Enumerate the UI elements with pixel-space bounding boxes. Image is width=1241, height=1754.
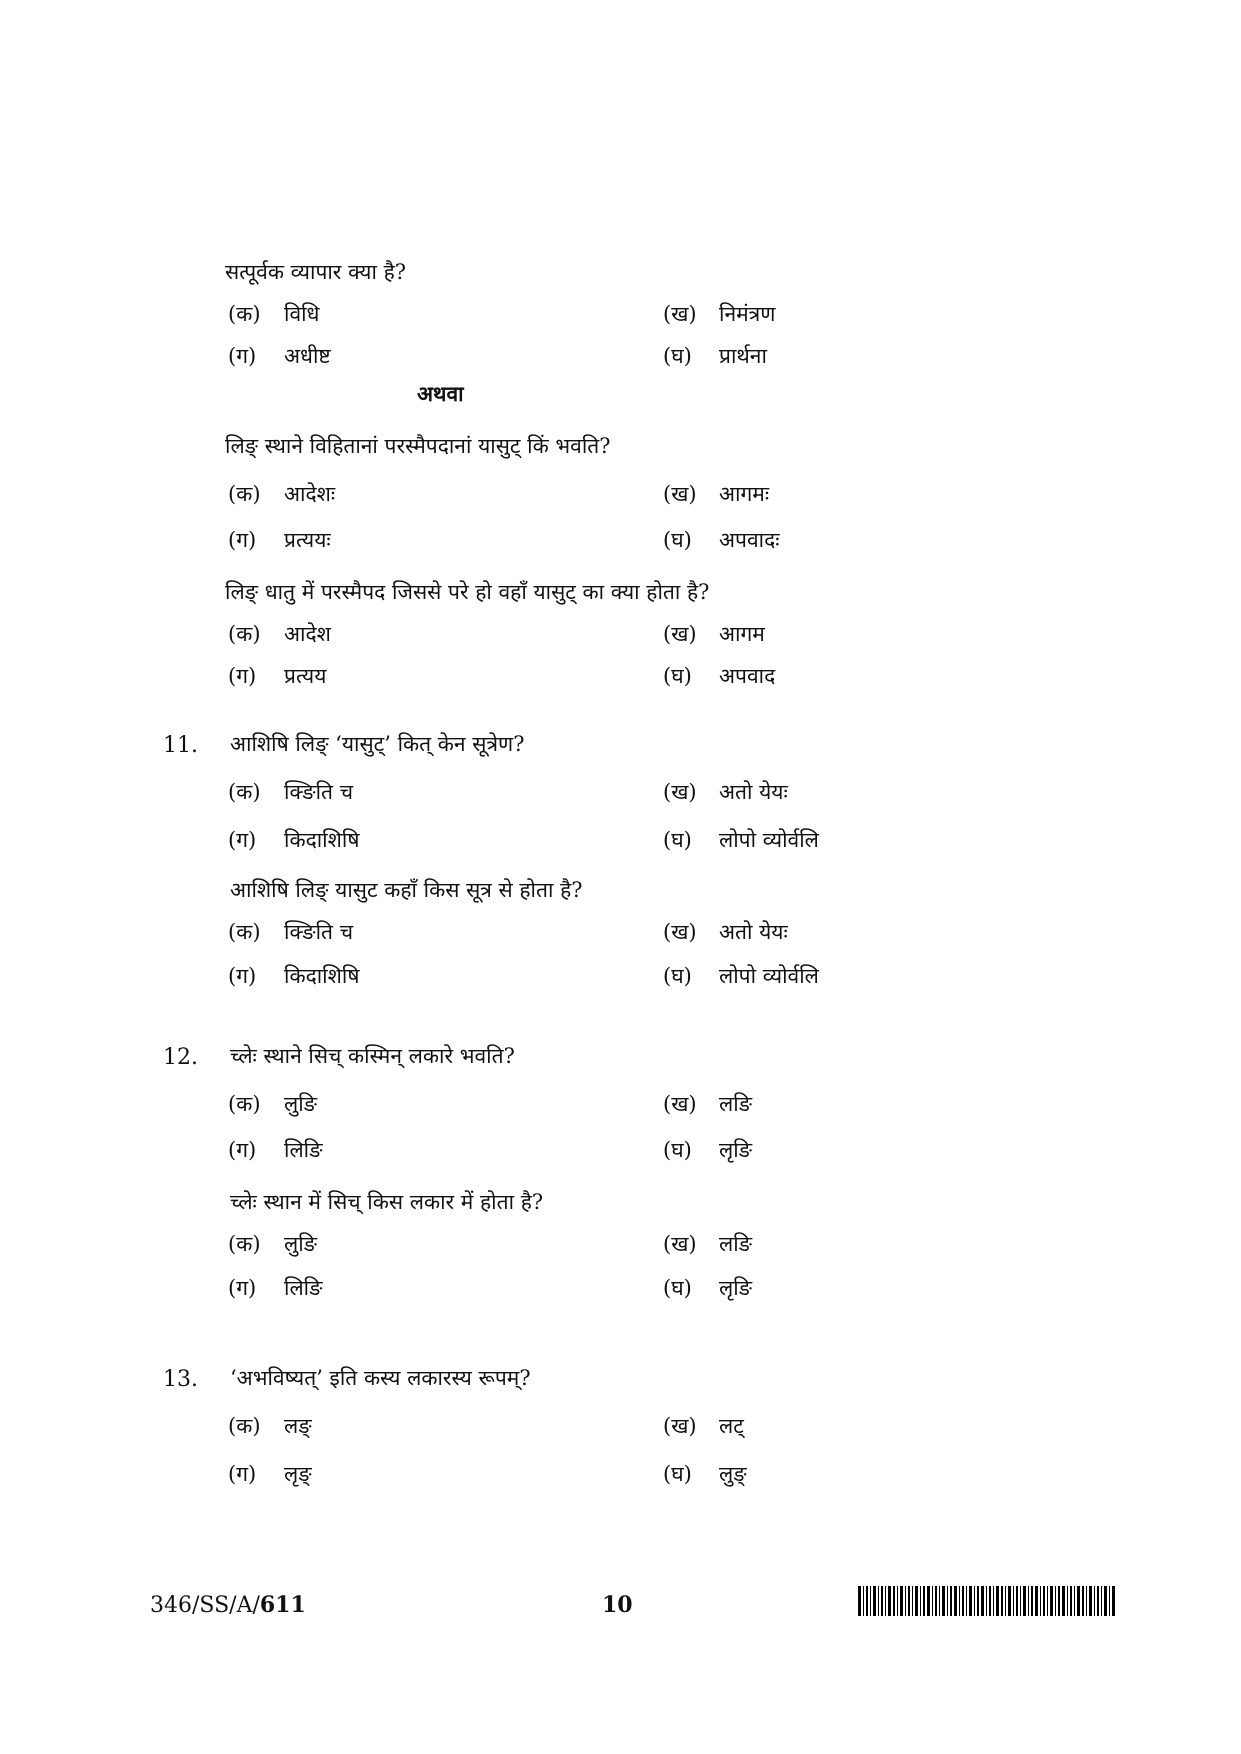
question-number: 11.: [163, 733, 198, 758]
barcode-icon: [858, 1586, 1116, 1616]
option-gha: (घ) लोपो व्योर्वलि: [663, 828, 819, 852]
option-ga: (ग) लृङ्: [228, 1462, 312, 1486]
option-kha: (ख) आगमः: [663, 482, 770, 506]
option-ka: (क) आदेश: [228, 622, 331, 646]
option-ka: (क) क्ङिति च: [228, 920, 354, 944]
question-text: च्लेः स्थाने सिच् कस्मिन् लकारे भवति?: [230, 1044, 515, 1068]
question-text-hindi: च्लेः स्थान में सिच् किस लकार में होता है?: [230, 1190, 544, 1214]
option-ga: (ग) अधीष्ट: [228, 344, 331, 368]
option-gha: (घ) लोपो व्योर्वलि: [663, 964, 819, 988]
option-gha: (घ) लृङि: [663, 1138, 753, 1162]
option-ka: (क) लङ्: [228, 1414, 312, 1438]
question-stem: लिङ् धातु में परस्मैपद जिससे परे हो वहाँ यासुट् का क्या होता है?: [225, 580, 710, 604]
question-stem: लिङ् स्थाने विहितानां परस्मैपदानां यासुट् किं भवति?: [225, 434, 611, 458]
question-text: ‘अभविष्यत्’ इति कस्य लकारस्य रूपम्?: [230, 1366, 531, 1390]
option-kha: (ख) आगम: [663, 622, 765, 646]
paper-code: 346/SS/A/611: [150, 1592, 306, 1618]
option-gha: (घ) लुङ्: [663, 1462, 747, 1486]
option-ka: (क) आदेशः: [228, 482, 336, 506]
option-ga: (ग) प्रत्यय: [228, 664, 327, 688]
option-kha: (ख) लट्: [663, 1414, 744, 1438]
option-ga: (ग) प्रत्ययः: [228, 528, 331, 552]
page-number: 10: [602, 1592, 633, 1618]
option-ka: (क) विधि: [228, 302, 320, 326]
option-ka: (क) लुङि: [228, 1092, 318, 1116]
question-stem: सत्पूर्वक व्यापार क्या है?: [225, 260, 407, 284]
option-kha: (ख) लङि: [663, 1092, 753, 1116]
option-ka: (क) क्ङिति च: [228, 780, 354, 804]
or-separator: अथवा: [417, 381, 464, 406]
option-gha: (घ) लृङि: [663, 1276, 753, 1300]
option-ka: (क) लुङि: [228, 1232, 318, 1256]
question-text: आशिषि लिङ् ‘यासुट्’ कित् केन सूत्रेण?: [230, 732, 525, 756]
question-number: 12.: [163, 1045, 198, 1070]
question-number: 13.: [163, 1367, 198, 1392]
option-kha: (ख) अतो येयः: [663, 920, 788, 944]
option-ga: (ग) किदाशिषि: [228, 828, 360, 852]
option-gha: (घ) प्रार्थना: [663, 344, 767, 368]
option-kha: (ख) निमंत्रण: [663, 302, 776, 326]
option-kha: (ख) अतो येयः: [663, 780, 788, 804]
option-ga: (ग) लिङि: [228, 1138, 323, 1162]
option-gha: (घ) अपवादः: [663, 528, 780, 552]
option-kha: (ख) लङि: [663, 1232, 753, 1256]
option-ga: (ग) लिङि: [228, 1276, 323, 1300]
option-gha: (घ) अपवाद: [663, 664, 776, 688]
option-ga: (ग) किदाशिषि: [228, 964, 360, 988]
question-text-hindi: आशिषि लिङ् यासुट कहाँ किस सूत्र से होता है?: [230, 878, 583, 902]
